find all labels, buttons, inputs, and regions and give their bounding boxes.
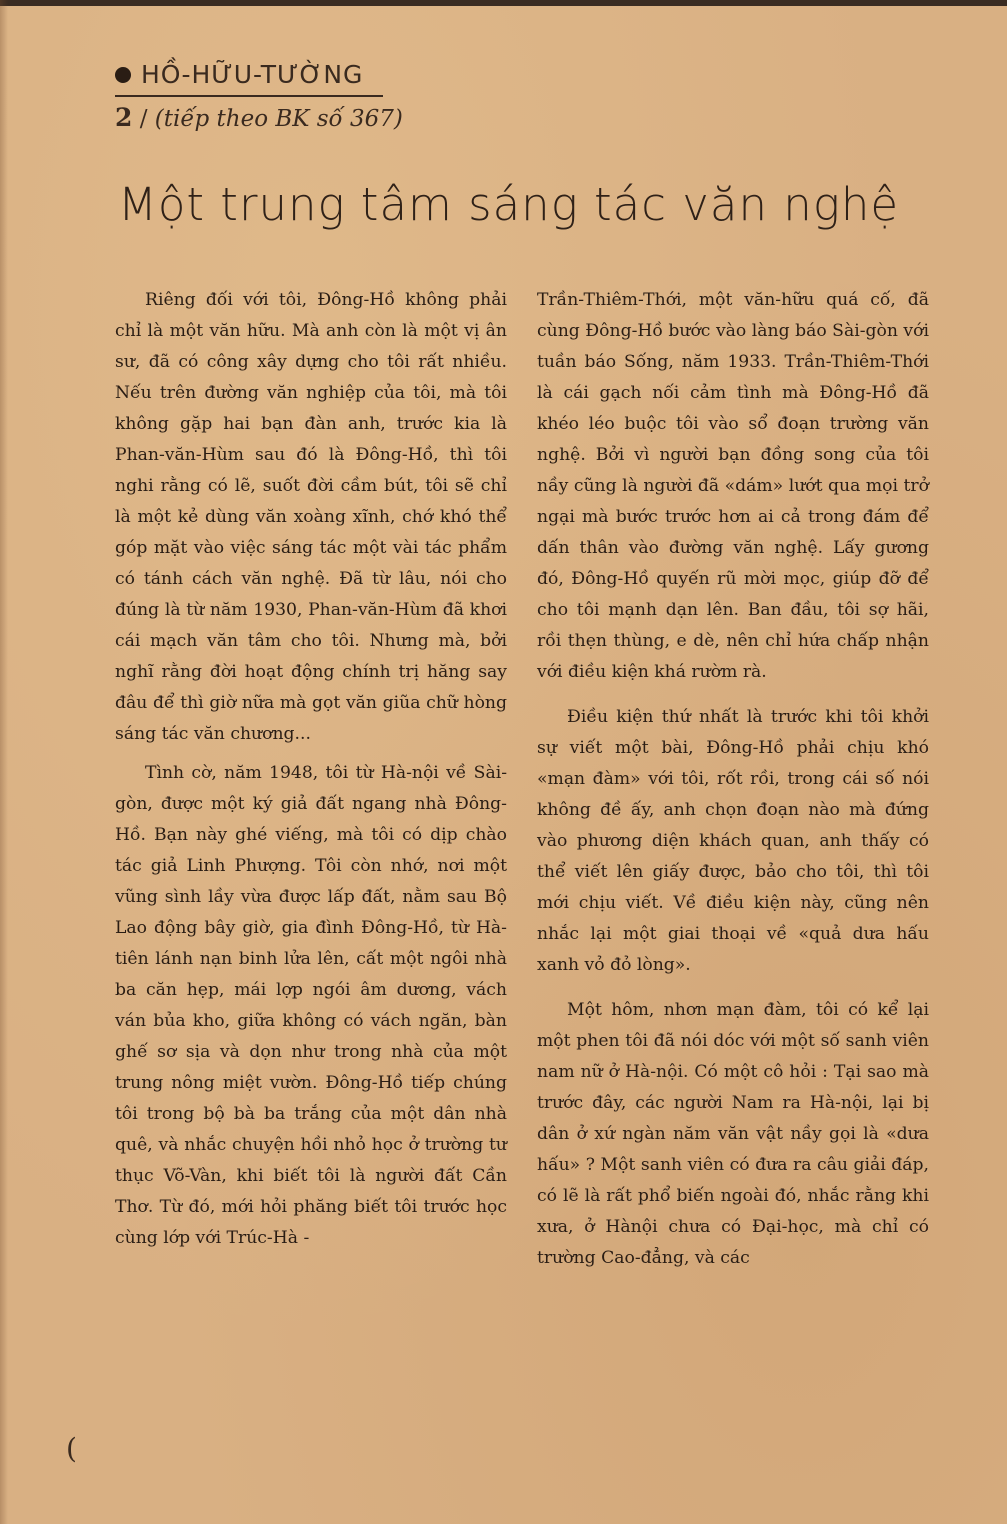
article-header [115, 60, 403, 132]
bullet-icon [115, 67, 131, 83]
paragraph: Điều kiện thứ nhất là trước khi tôi khởi sự viết một bài, Đông-Hồ phải chịu khó «mạn đàm» với tôi, rốt rồi, trong cái số nói không đề ấy, anh chọn đoạn nào mà đứng vào phương diện khách quan, anh thấy có thể viết lên giấy được, bảo cho tôi, thì tôi mới chịu viết. Về điều kiện này, cũng nên nhắc lại một giai thoại về «quả dưa hấu xanh vỏ đỏ lòng». [537, 707, 929, 975]
issue-separator: / [139, 106, 155, 132]
page-top-border [0, 0, 1007, 6]
paragraph: Tình cờ, năm 1948, tôi từ Hà-nội về Sài-gòn, được một ký giả đất ngang nhà Đông-Hồ. Bạn này ghé viếng, mà tôi có dịp chào tác giả Linh Phượng. Tôi còn nhớ, nơi một vũng sình lầy vừa được lấp đất, nằm sau Bộ Lao động bây giờ, gia đình Đông-Hồ, từ Hà-tiên lánh nạn binh lửa lên, cất một ngôi nhà ba căn hẹp, mái lợp ngói âm dương, vách ván bủa kho, giữa không có vách ngăn, bàn ghế sơ sịa và dọn như trong nhà của một trung nông miệt vườn. Đông-Hồ tiếp chúng tôi trong bộ bà ba trắng của một dân nhà quê, và nhắc chuyện hồi nhỏ học ở trường tư thục Võ-Vàn, khi biết tôi là người đất Cần Thơ. Từ đó, mới hỏi phăng biết tôi trước học cùng lớp với Trúc-Hà - [115, 763, 507, 1248]
paragraph: Riêng đối với tôi, Đông-Hồ không phải chỉ là một văn hữu. Mà anh còn là một vị ân sư, đã có công xây dựng cho tôi rất nhiều. Nếu trên đường văn nghiệp của tôi, mà tôi không gặp hai bạn đàn anh, trước kia là Phan-văn-Hùm sau đó là Đông-Hồ, thì tôi nghi rằng có lẽ, suốt đời cầm bút, tôi sẽ chỉ là một kẻ dùng văn xoàng xĩnh, chớ khó thể góp mặt vào việc sáng tác một vài tác phẩm có tánh cách văn nghệ. Đã từ lâu, nói cho đúng là từ năm 1930, Phan-văn-Hùm đã khơi cái mạch văn tâm cho tôi. Nhưng mà, bởi nghĩ rằng đời hoạt động chính trị hăng say đâu để thì giờ nữa mà gọt văn giũa chữ hòng sáng tác văn chương... [115, 290, 507, 744]
author-row [115, 60, 403, 89]
page-left-edge [0, 0, 8, 1524]
paragraph: Trần-Thiêm-Thới, một văn-hữu quá cố, đã cùng Đông-Hồ bước vào làng báo Sài-gòn với tuần báo Sống, năm 1933. Trần-Thiêm-Thới là cái gạch nối cảm tình mà Đông-Hồ đã khéo léo buộc tôi vào sổ đoạn trường văn nghệ. Bởi vì người bạn đồng song của tôi nầy cũng là người đã «dám» lướt qua mọi trở ngại mà bước trước hơn ai cả trong đám để dấn thân vào đường văn nghệ. Lấy gương đó, Đông-Hồ quyến rũ mời mọc, giúp đỡ để cho tôi mạnh dạn lên. Ban đầu, tôi sợ hãi, rồi thẹn thùng, e dè, nên chỉ hứa chấp nhận với điều kiện khá rườm rà. [537, 290, 929, 682]
article-title: Một trung tâm sáng tác văn nghệ [118, 178, 900, 231]
paragraph: Một hôm, nhơn mạn đàm, tôi có kể lại một phen tôi đã nói dóc với một số sanh viên nam nữ ở Hà-nội. Có một cô hỏi : Tại sao mà trước đây, các người Nam ra Hà-nội, lại bị dân ở xứ ngàn năm văn vật nầy gọi là «dưa hấu» ? Một sanh viên có đưa ra câu giải đáp, có lẽ là rất phổ biến ngoài đó, nhắc rằng khi xưa, ở Hànội chưa có Đại-học, mà chỉ có trường Cao-đẳng, và các [537, 1000, 929, 1268]
stray-mark: ( [66, 1432, 77, 1465]
header-rule [115, 95, 383, 97]
author-name: HỒ-HỮU-TƯỜNG [141, 60, 364, 89]
left-column [115, 285, 507, 1254]
issue-line [115, 103, 403, 132]
issue-number: 2 [115, 103, 133, 132]
right-column [537, 285, 929, 1274]
continuation-note: (tiếp theo BK số 367) [154, 106, 403, 132]
